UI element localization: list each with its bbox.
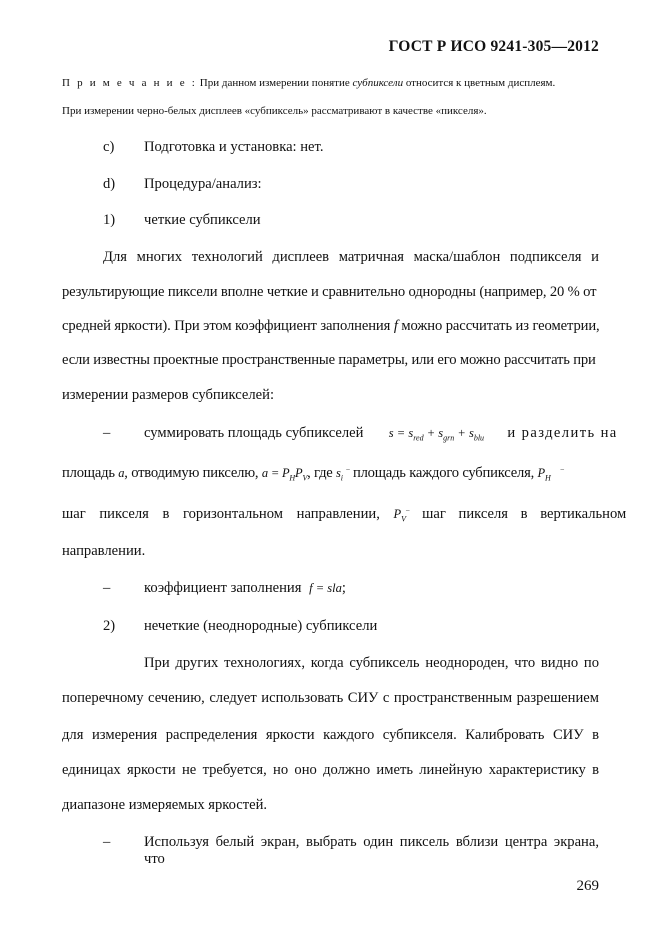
para2-line-4: единицах яркости не требуется, но оно должно иметь линейную характеристику в [62, 762, 599, 778]
small-dash-2: – [560, 465, 564, 473]
small-dash-3: – [406, 506, 410, 514]
page-number: 269 [576, 878, 599, 894]
bullet1-line-3 [62, 506, 627, 524]
formula-s-blu: s [468, 426, 474, 440]
bullet3-dash: – [103, 834, 111, 850]
area-symbol: a [118, 466, 125, 480]
formula-eq: = [393, 426, 409, 440]
formula-s-grn: s [438, 426, 444, 440]
item-2-text: нечеткие (неоднородные) субпиксели [144, 618, 378, 634]
PV-symbol: P [393, 507, 402, 521]
item-d-mark: d) [103, 176, 116, 192]
bullet1-text-b: и разделить на [507, 425, 618, 441]
para1-line-5: измерении размеров субпикселей: [62, 387, 275, 403]
bullet1-text-a: суммировать площадь субпикселей [144, 425, 364, 441]
formula-PV-2 [393, 507, 407, 524]
para2-line-3: для измерения распределения яркости каждого субпикселя. Калибровать СИУ в [62, 727, 599, 743]
item-c-mark: c) [103, 139, 115, 155]
sub-V: V [302, 473, 308, 483]
bullet2-dash: – [103, 580, 111, 596]
note-line-1 [62, 76, 599, 90]
sub-H-2: H [544, 473, 551, 483]
formula-PH-2 [537, 466, 551, 483]
formula-s: s [388, 426, 394, 440]
para2-line-2: поперечному сечению, следует использовать СИУ с пространственным разрешением [62, 690, 599, 706]
para1-line-1: Для многих технологий дисплеев матричная маска/шаблон подпикселя и [103, 249, 599, 265]
formula-plus-2: + [454, 426, 469, 440]
bullet1-line-1 [144, 425, 618, 443]
bullet1-line-4: направлении. [62, 543, 146, 559]
formula-si [336, 466, 343, 483]
para2-line-5: диапазоне измеряемых яркостей. [62, 797, 268, 813]
sub-H: H [289, 473, 295, 483]
item-1-text: четкие субпиксели [144, 212, 261, 228]
bullet1-l2a: площадь [62, 465, 119, 481]
item-d-text: Процедура/анализ: [144, 176, 262, 192]
para1-line-2: результирующие пиксели вполне четкие и сравнительно однородны (например, 20 % от [62, 284, 597, 300]
para1-line-3 [62, 318, 599, 335]
bullet1-dash: – [103, 425, 111, 441]
formula-PH: P [281, 466, 290, 480]
formula-eq-2: = [267, 466, 282, 480]
si-symbol: s [336, 466, 341, 480]
small-dash: – [346, 465, 350, 473]
para1-line-3b: можно рассчитать из геометрии, [397, 318, 600, 334]
para1-line-4: если известны проектные пространственные параметры, или его можно рассчитать при [62, 352, 596, 368]
bullet1-line-2 [62, 465, 599, 483]
formula-fill-factor: f = sla [309, 581, 342, 595]
note-line-2: При измерении черно-белых дисплеев «субпиксель» рассматривают в качестве «пикселя». [62, 105, 487, 117]
bullet1-l2b: , отводимую пикселю, [124, 465, 262, 481]
para2-line-1: При других технологиях, когда субпиксель неоднороден, что видно по [144, 655, 599, 671]
note-text: При данном измерении понятие [197, 77, 353, 89]
bullet1-l2d: площадь каждого субпикселя, [349, 465, 538, 481]
sub-grn: grn [443, 433, 455, 443]
formula-PV: P [295, 466, 303, 480]
bullet1-l2c: , где [307, 465, 337, 481]
formula-a: a [261, 466, 268, 480]
document-header: ГОСТ Р ИСО 9241-305—2012 [388, 38, 599, 55]
formula-area [261, 466, 308, 483]
formula-plus-1: + [423, 426, 439, 440]
item-2-mark: 2) [103, 618, 116, 634]
sub-V-2: V [401, 514, 407, 524]
formula-s-sum [388, 426, 485, 443]
para1-line-3a: средней яркости). При этом коэффициент заполнения [62, 318, 394, 334]
note-emphasis: субпиксели [352, 77, 404, 89]
fill-factor-symbol: f [393, 318, 398, 334]
sub-blu: blu [473, 433, 485, 443]
note-text-end: относится к цветным дисплеям. [403, 77, 556, 89]
item-c-text: Подготовка и установка: нет. [144, 139, 324, 155]
bullet2-end: ; [341, 580, 346, 596]
bullet1-l3a: шаг пикселя в горизонтальном направлении, [62, 506, 394, 522]
PH-symbol: P [537, 466, 545, 480]
bullet1-l3b: шаг пикселя в вертикальном [409, 506, 627, 522]
formula-s-red: s [408, 426, 414, 440]
item-1-mark: 1) [103, 212, 116, 228]
bullet2-text [144, 580, 346, 597]
sub-i: i [340, 473, 343, 483]
bullet2-label: коэффициент заполнения [144, 580, 306, 596]
bullet3-text: Используя белый экран, выбрать один пиксель вблизи центра экрана, что [144, 834, 599, 867]
note-lead: П р и м е ч а н и е : [62, 77, 198, 89]
sub-red: red [413, 433, 424, 443]
